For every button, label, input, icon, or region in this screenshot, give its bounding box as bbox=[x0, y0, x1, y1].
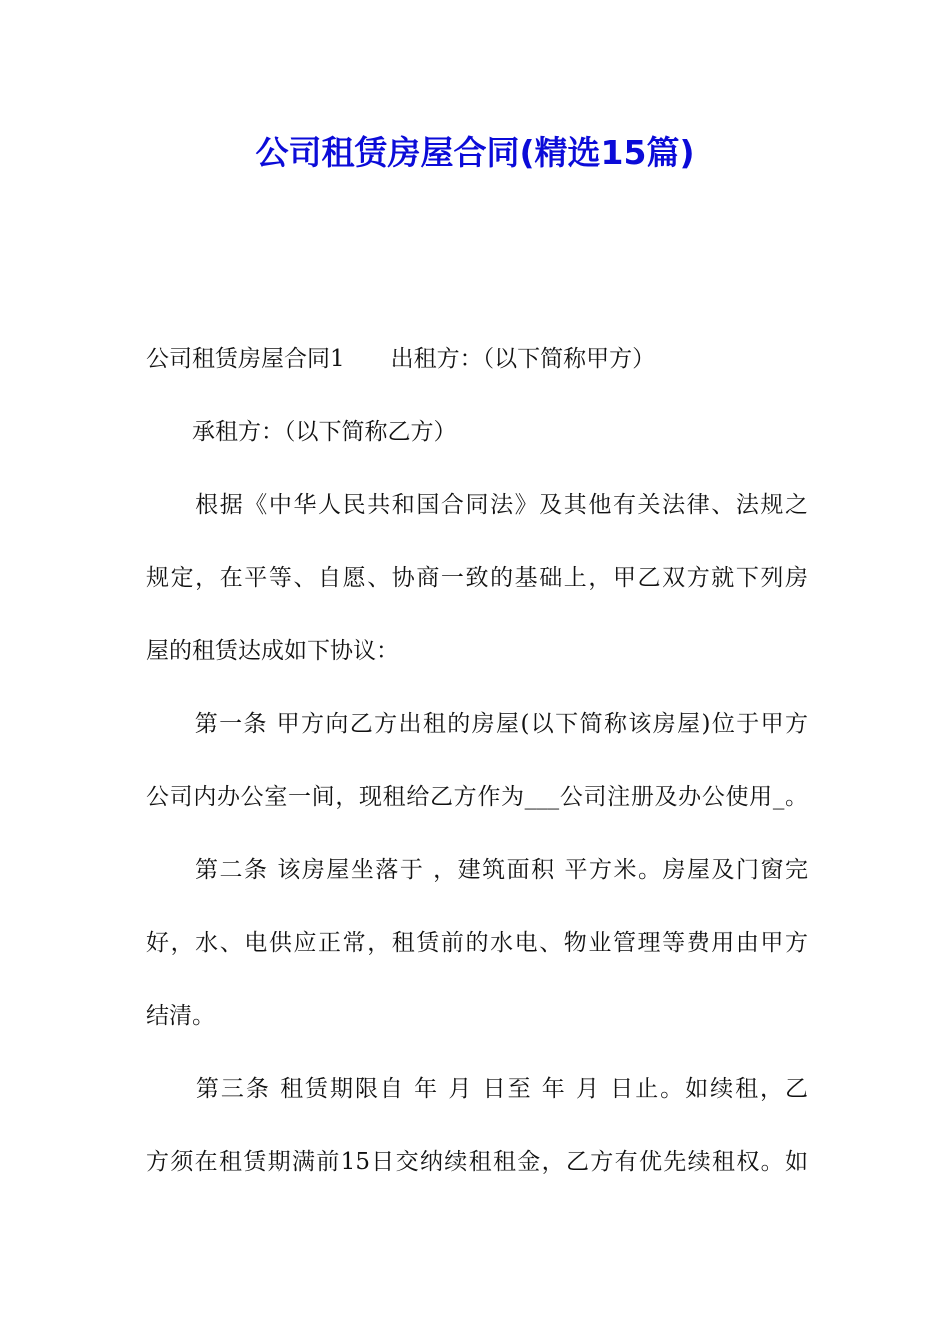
text-line: 公司租赁房屋合同1 出租方：（以下简称甲方） bbox=[146, 346, 656, 372]
document-title: 公司租赁房屋合同(精选15篇) bbox=[255, 133, 695, 172]
text-line: 屋的租赁达成如下协议： bbox=[146, 638, 399, 664]
text-line: 第一条 甲方向乙方出租的房屋(以下简称该房屋)位于甲方 bbox=[146, 711, 808, 737]
text-line: 好，水、电供应正常，租赁前的水电、物业管理等费用由甲方 bbox=[146, 930, 808, 956]
text-line: 规定，在平等、自愿、协商一致的基础上，甲乙双方就下列房 bbox=[146, 565, 808, 591]
text-line: 承租方：（以下简称乙方） bbox=[146, 419, 457, 445]
text-line: 结清。 bbox=[146, 1003, 215, 1029]
text-line: 方须在租赁期满前15日交纳续租租金，乙方有优先续租权。如 bbox=[146, 1149, 808, 1175]
text-line: 公司内办公室一间，现租给乙方作为___公司注册及办公使用_。 bbox=[146, 784, 808, 810]
text-line: 第三条 租赁期限自 年 月 日至 年 月 日止。如续租，乙 bbox=[146, 1076, 808, 1102]
text-line: 根据《中华人民共和国合同法》及其他有关法律、法规之 bbox=[146, 492, 808, 518]
document-body bbox=[146, 323, 808, 1199]
text-line: 第二条 该房屋坐落于 ，建筑面积 平方米。房屋及门窗完 bbox=[146, 857, 808, 883]
